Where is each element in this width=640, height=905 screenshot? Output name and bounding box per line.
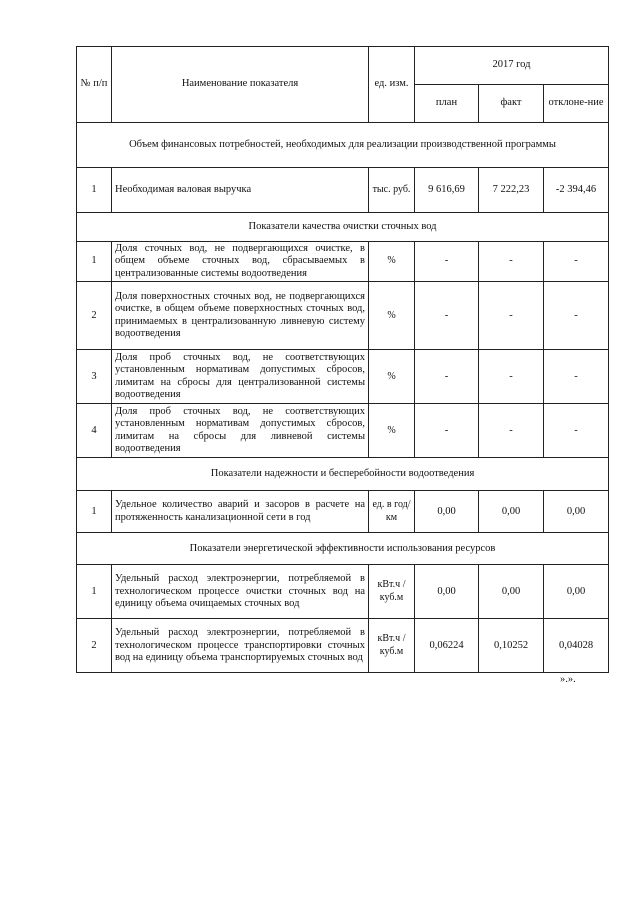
row-fact: 0,00 xyxy=(479,565,544,619)
row-unit: % xyxy=(369,350,415,404)
row-dev: -2 394,46 xyxy=(544,168,609,213)
table-row xyxy=(77,565,609,619)
row-num: 1 xyxy=(77,491,112,533)
section-title: Объем финансовых потребностей, необходимых для реализации производственной программы xyxy=(77,123,609,168)
row-num: 1 xyxy=(77,168,112,213)
header-plan: план xyxy=(415,85,479,123)
row-plan: - xyxy=(415,404,479,458)
row-dev: - xyxy=(544,350,609,404)
closing-quote: ».». xyxy=(560,674,576,685)
row-num: 1 xyxy=(77,242,112,282)
row-fact: 7 222,23 xyxy=(479,168,544,213)
row-fact: - xyxy=(479,404,544,458)
row-num: 4 xyxy=(77,404,112,458)
row-unit: кВт.ч / куб.м xyxy=(369,619,415,673)
row-plan: - xyxy=(415,242,479,282)
row-name: Необходимая валовая выручка xyxy=(112,168,369,213)
row-unit: кВт.ч / куб.м xyxy=(369,565,415,619)
row-plan: - xyxy=(415,282,479,350)
row-plan: 0,00 xyxy=(415,565,479,619)
row-name: Доля проб сточных вод, не соответствующих установленным нормативам допустимых сбросов, лимитам на сбросы для централизованной системы водоотведения xyxy=(112,350,369,404)
row-num: 2 xyxy=(77,282,112,350)
row-name: Доля сточных вод, не подвергающихся очистке, в общем объеме сточных вод, сбрасываемых в централизованные системы водоотведения xyxy=(112,242,369,282)
row-unit: ед. в год/ км xyxy=(369,491,415,533)
row-fact: - xyxy=(479,242,544,282)
row-name: Удельное количество аварий и засоров в расчете на протяженность канализационной сети в год xyxy=(112,491,369,533)
row-dev: - xyxy=(544,282,609,350)
table-row xyxy=(77,619,609,673)
row-plan: 9 616,69 xyxy=(415,168,479,213)
header-num: № п/п xyxy=(77,47,112,123)
row-plan: - xyxy=(415,350,479,404)
table-row xyxy=(77,491,609,533)
table-row xyxy=(77,404,609,458)
row-num: 2 xyxy=(77,619,112,673)
row-dev: - xyxy=(544,404,609,458)
table-row xyxy=(77,282,609,350)
indicators-table xyxy=(76,46,609,673)
row-name: Удельный расход электроэнергии, потребляемой в технологическом процессе очистки сточных вод на единицу объема очищаемых сточных вод xyxy=(112,565,369,619)
row-unit: % xyxy=(369,404,415,458)
table-row xyxy=(77,350,609,404)
row-fact: - xyxy=(479,350,544,404)
row-dev: 0,04028 xyxy=(544,619,609,673)
row-dev: 0,00 xyxy=(544,491,609,533)
row-plan: 0,06224 xyxy=(415,619,479,673)
row-num: 3 xyxy=(77,350,112,404)
row-fact: 0,10252 xyxy=(479,619,544,673)
header-fact: факт xyxy=(479,85,544,123)
row-name: Удельный расход электроэнергии, потребляемой в технологическом процессе транспортировки сточных вод на единицу объема транспортируемых сточных вод xyxy=(112,619,369,673)
row-unit: % xyxy=(369,242,415,282)
row-unit: тыс. руб. xyxy=(369,168,415,213)
header-unit: ед. изм. xyxy=(369,47,415,123)
row-name: Доля поверхностных сточных вод, не подвергающихся очистке, в общем объеме поверхностных сточных вод, принимаемых в централизованную ливневую систему водоотведения xyxy=(112,282,369,350)
section-title: Показатели надежности и бесперебойности водоотведения xyxy=(77,458,609,491)
row-fact: 0,00 xyxy=(479,491,544,533)
table-row xyxy=(77,242,609,282)
row-plan: 0,00 xyxy=(415,491,479,533)
row-name: Доля проб сточных вод, не соответствующих установленным нормативам допустимых сбросов, лимитам на сбросы для ливневой системы водоотведения xyxy=(112,404,369,458)
header-name: Наименование показателя xyxy=(112,47,369,123)
header-year: 2017 год xyxy=(415,47,609,85)
row-unit: % xyxy=(369,282,415,350)
row-dev: - xyxy=(544,242,609,282)
row-num: 1 xyxy=(77,565,112,619)
row-fact: - xyxy=(479,282,544,350)
section-title: Показатели качества очистки сточных вод xyxy=(77,213,609,242)
row-dev: 0,00 xyxy=(544,565,609,619)
header-deviation: отклоне-ние xyxy=(544,85,609,123)
table-row xyxy=(77,168,609,213)
section-title: Показатели энергетической эффективности использования ресурсов xyxy=(77,533,609,565)
